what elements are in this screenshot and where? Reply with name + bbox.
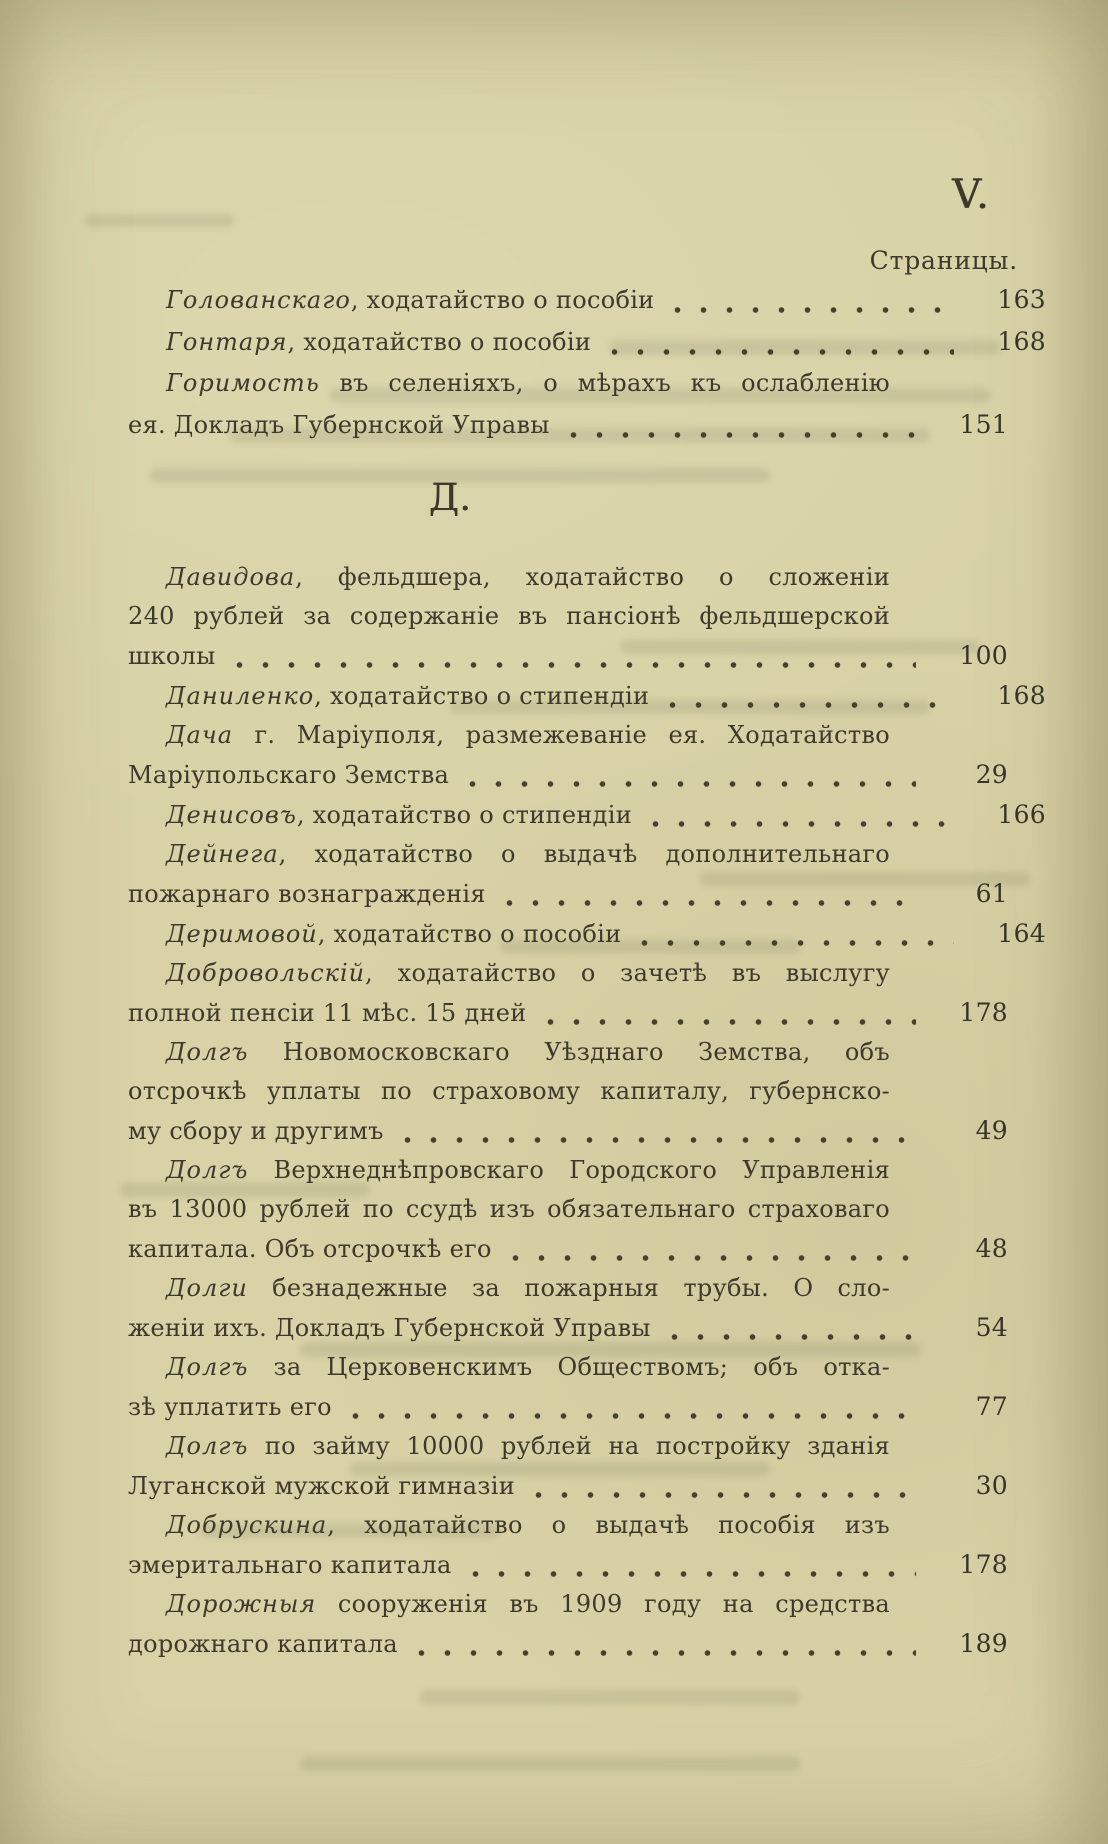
entry-text: дорожнаго капитала (128, 1630, 398, 1658)
page-number: 168 (997, 327, 1046, 356)
entry-text: Маріупольскаго Земства (128, 761, 450, 789)
index-entry (128, 363, 1008, 446)
entry-text: , ходатайство о пособіи (287, 328, 592, 356)
entry-line (128, 1190, 890, 1229)
entry-line (128, 993, 1008, 1033)
entry-line (128, 1545, 1008, 1585)
entry-text: сооруженія въ 1909 году на средства (316, 1590, 890, 1618)
entry-line (128, 1229, 1008, 1269)
entry-line (128, 835, 890, 874)
page-number: 178 (959, 998, 1008, 1027)
dot-leader (508, 1252, 916, 1264)
entry-text: зѣ уплатить его (128, 1393, 332, 1421)
entry-line (128, 558, 890, 597)
entry-text: , ходатайство о пособіи (317, 920, 622, 948)
entry-text: безнадежные за пожарныя трубы. О сло- (247, 1274, 890, 1302)
index-entry (128, 954, 1008, 1033)
index-section-g (128, 279, 1046, 446)
entry-text: Луганской мужской гимназіи (128, 1472, 516, 1500)
index-entry (128, 558, 1008, 676)
page-number: 29 (975, 760, 1008, 789)
entry-text: полной пенсіи 11 мѣс. 15 дней (128, 999, 527, 1027)
page-number: 30 (975, 1471, 1008, 1500)
entry-text: отсрочкѣ уплаты по страховому капиталу, губернско- (128, 1077, 890, 1105)
dot-leader (400, 1134, 916, 1146)
dot-leader (637, 937, 954, 949)
entry-lead: Долгъ (166, 1353, 249, 1381)
entry-text: пожарнаго вознагражденія (128, 880, 486, 908)
page-number: 166 (997, 800, 1046, 829)
page-number: 189 (959, 1629, 1008, 1658)
dot-leader (232, 659, 916, 671)
entry-line (128, 1506, 890, 1545)
entry-lead: Долгъ (166, 1156, 249, 1184)
index-entry (128, 1151, 1008, 1269)
page-number: 77 (975, 1392, 1008, 1421)
bleed-through-smudge (84, 214, 234, 227)
entry-text: по займу 10000 рублей на постройку зданія (248, 1432, 890, 1460)
index-entry (128, 1033, 1008, 1151)
entry-lead: Добровольскій (166, 959, 366, 987)
entry-text: , ходатайство о выдачѣ дополнительнаго (278, 840, 890, 868)
dot-leader (502, 897, 916, 909)
entry-text: за Церковенскимъ Обществомъ; объ отка- (248, 1353, 890, 1381)
entry-text: Новомосковскаго Уѣзднаго Земства, объ (248, 1038, 890, 1066)
index-entry (128, 914, 1046, 954)
entry-text: , ходатайство о выдачѣ пособія изъ (327, 1511, 890, 1539)
page-number: 49 (975, 1116, 1008, 1145)
dot-leader (468, 1568, 916, 1580)
page-number: 178 (959, 1550, 1008, 1579)
entry-lead: Дача (166, 721, 234, 749)
index-entry (128, 795, 1046, 835)
index-entry (128, 1585, 1008, 1664)
entry-line (128, 1111, 1008, 1151)
dot-leader (670, 304, 954, 316)
entry-line (128, 404, 1008, 446)
entry-line (128, 1072, 890, 1111)
entry-text: , ходатайство о пособіи (350, 286, 655, 314)
section-heading: Д. (428, 476, 472, 519)
index-entry (128, 1506, 1008, 1585)
entry-text: , ходатайство о стипендіи (314, 682, 650, 710)
index-entry (128, 1269, 1008, 1348)
entry-lead: Даниленко (166, 682, 315, 710)
dot-leader (566, 429, 916, 441)
entry-lead: Горимость (166, 369, 320, 397)
entry-text: ея. Докладъ Губернской Управы (128, 411, 550, 439)
page-number: 100 (959, 641, 1008, 670)
dot-leader (465, 778, 916, 790)
entry-line (128, 795, 1046, 835)
entry-line (128, 874, 1008, 914)
page-number: 48 (975, 1234, 1008, 1263)
entry-lead: Давидова (166, 563, 296, 591)
page-number: 164 (997, 919, 1046, 948)
entry-lead: Голованскаго (166, 286, 351, 314)
page-number: 168 (997, 681, 1046, 710)
dot-leader (348, 1410, 916, 1422)
entry-line (128, 1624, 1008, 1664)
dot-leader (667, 1331, 916, 1343)
dot-leader (665, 699, 954, 711)
entry-line (128, 363, 890, 404)
index-entry (128, 1427, 1008, 1506)
dot-leader (531, 1489, 916, 1501)
dot-leader (607, 346, 954, 358)
entry-line (128, 1387, 1008, 1427)
entry-lead: Долгъ (166, 1432, 249, 1460)
entry-text: въ селеніяхъ, о мѣрахъ къ ослабленію (319, 369, 890, 397)
index-entry (128, 1348, 1008, 1427)
page-number: 61 (975, 879, 1008, 908)
entry-line (128, 914, 1046, 954)
entry-text: му сбору и другимъ (128, 1117, 384, 1145)
index-entry (128, 321, 1046, 363)
page-number: 163 (997, 285, 1046, 314)
entry-text: школы (128, 642, 216, 670)
entry-line (128, 716, 890, 755)
entry-line (128, 1151, 890, 1190)
pages-column-header: Страницы. (869, 246, 1018, 275)
entry-lead: Долги (166, 1274, 248, 1302)
entry-line (128, 279, 1046, 321)
entry-lead: Денисовъ (166, 801, 297, 829)
entry-text: , ходатайство о зачетѣ въ выслугу (365, 959, 890, 987)
entry-text: г. Маріуполя, размежеваніе ея. Ходатайство (233, 721, 890, 749)
entry-text: женіи ихъ. Докладъ Губернской Управы (128, 1314, 651, 1342)
dot-leader (648, 818, 954, 830)
index-entry (128, 716, 1008, 795)
entry-text: эмеритальнаго капитала (128, 1551, 452, 1579)
entry-text: въ 13000 рублей по ссудѣ изъ обязательнаго страховаго (128, 1195, 890, 1223)
entry-text: 240 рублей за содержаніе въ пансіонѣ фельдшерской (128, 602, 890, 630)
index-list (128, 279, 1046, 1664)
entry-line (128, 597, 890, 636)
entry-line (128, 321, 1046, 363)
entry-text: Верхнеднѣпровскаго Городского Управленія (248, 1156, 890, 1184)
entry-line (128, 636, 1008, 676)
index-entry (128, 676, 1046, 716)
entry-line (128, 1033, 890, 1072)
roman-page-number: V. (952, 172, 991, 218)
entry-text: капитала. Объ отсрочкѣ его (128, 1235, 492, 1263)
entry-line (128, 676, 1046, 716)
bleed-through-smudge (420, 1690, 800, 1705)
entry-line (128, 1348, 890, 1387)
entry-lead: Деримовой (166, 920, 318, 948)
entry-text: , ходатайство о стипендіи (296, 801, 632, 829)
entry-lead: Добрускина (166, 1511, 328, 1539)
entry-lead: Дорожныя (166, 1590, 317, 1618)
entry-lead: Долгъ (166, 1038, 249, 1066)
page-number: 151 (959, 410, 1008, 439)
dot-leader (543, 1016, 916, 1028)
entry-line (128, 755, 1008, 795)
entry-line (128, 1269, 890, 1308)
bleed-through-smudge (300, 1756, 800, 1771)
page-number: 54 (975, 1313, 1008, 1342)
dot-leader (414, 1647, 916, 1659)
entry-line (128, 1427, 890, 1466)
index-entry (128, 835, 1008, 914)
entry-line (128, 1466, 1008, 1506)
entry-line (128, 1585, 890, 1624)
entry-line (128, 1308, 1008, 1348)
entry-lead: Дейнега (166, 840, 279, 868)
entry-lead: Гонтаря (166, 328, 288, 356)
entry-text: , фельдшера, ходатайство о сложеніи (295, 563, 890, 591)
index-section-d (128, 558, 1046, 1664)
index-entry (128, 279, 1046, 321)
entry-line (128, 954, 890, 993)
